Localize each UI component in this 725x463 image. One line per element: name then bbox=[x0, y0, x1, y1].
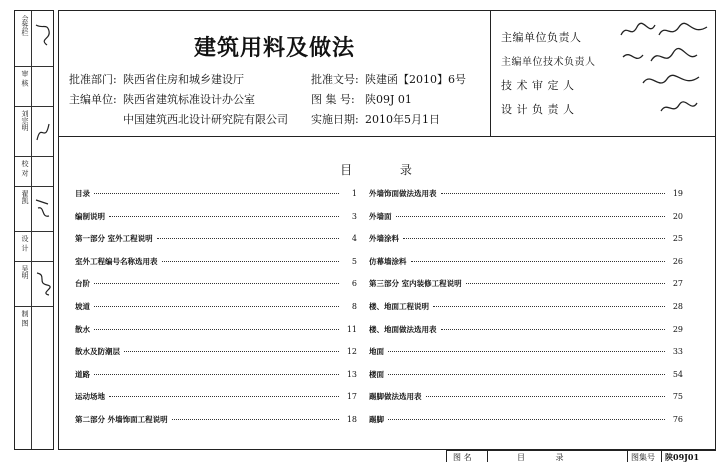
title-block-atlas-value: 陕09J01 bbox=[665, 452, 700, 462]
chief-unit-label: 主编单位: bbox=[69, 93, 117, 106]
toc-entry-leader bbox=[94, 373, 339, 375]
header-info bbox=[59, 11, 491, 136]
toc-entry-page: 27 bbox=[672, 279, 683, 289]
toc-entry[interactable] bbox=[75, 346, 357, 357]
toc-entry-page: 76 bbox=[672, 415, 683, 424]
toc-entry[interactable] bbox=[75, 324, 357, 335]
resp-tech-approver: 技 术 审 定 人 bbox=[501, 79, 575, 92]
toc-entry-label: 第一部分 室外工程说明 bbox=[75, 234, 153, 244]
toc-entry[interactable] bbox=[369, 301, 683, 312]
toc-entry-label: 道路 bbox=[75, 369, 90, 379]
toc-entry[interactable] bbox=[369, 324, 683, 335]
toc-entry[interactable] bbox=[75, 369, 357, 380]
signature-mark bbox=[33, 194, 53, 222]
title-block-name-label: 图 名 bbox=[453, 453, 472, 462]
strip-label-proofread: 校 对 bbox=[21, 160, 29, 177]
main-frame bbox=[58, 10, 716, 450]
strip-label-drafting: 制 图 bbox=[21, 310, 29, 327]
toc-entry-leader bbox=[124, 350, 339, 352]
toc-entry-leader bbox=[388, 373, 665, 375]
strip-label-proofreader: 翟凯 bbox=[21, 190, 29, 204]
title-block-divider bbox=[487, 451, 488, 462]
toc-entry-page: 13 bbox=[346, 369, 357, 379]
toc-entry[interactable] bbox=[75, 233, 357, 244]
resp-chief-unit-head: 主编单位负责人 bbox=[501, 31, 582, 44]
page-title: 建筑用料及做法 bbox=[193, 35, 355, 61]
toc-entry-page: 8 bbox=[351, 302, 357, 311]
toc-entry-leader bbox=[426, 395, 666, 397]
strip-cell-proofreader bbox=[15, 186, 53, 232]
signature-mark bbox=[659, 97, 699, 117]
toc-entry[interactable] bbox=[369, 414, 683, 425]
toc-entry-page: 6 bbox=[351, 279, 357, 289]
toc-entry[interactable] bbox=[369, 211, 683, 222]
toc-entry-page: 29 bbox=[672, 324, 683, 334]
toc-entry-label: 踢脚 bbox=[369, 415, 384, 424]
toc-entry-leader bbox=[94, 305, 339, 307]
toc-entry-label: 仿幕墙涂料 bbox=[369, 256, 407, 266]
signature-mark bbox=[33, 21, 53, 49]
toc-entry[interactable] bbox=[369, 256, 683, 267]
toc-entry[interactable] bbox=[75, 188, 357, 199]
toc-entry-page: 33 bbox=[672, 347, 683, 357]
strip-label-designer: 吴明 bbox=[21, 265, 29, 279]
toc-entry-page: 11 bbox=[346, 324, 357, 334]
toc-title: 目 录 bbox=[340, 163, 434, 177]
toc-entry-page: 19 bbox=[672, 189, 683, 198]
strip-label-design: 设 计 bbox=[21, 235, 29, 252]
signature-mark bbox=[641, 71, 701, 91]
toc-entry[interactable] bbox=[369, 188, 683, 199]
toc-entry-page: 5 bbox=[351, 256, 357, 266]
toc-entry[interactable] bbox=[369, 346, 683, 357]
toc-entry-leader bbox=[441, 328, 666, 330]
toc-entry-label: 外墙饰面做法选用表 bbox=[369, 189, 437, 198]
toc-entry-label: 地面 bbox=[369, 347, 384, 357]
responsibility-block bbox=[491, 11, 715, 136]
strip-cell-drafting bbox=[15, 306, 53, 341]
toc-entry-label: 第三部分 室内装修工程说明 bbox=[369, 279, 462, 289]
title-block bbox=[446, 450, 716, 462]
toc-entry-page: 20 bbox=[672, 211, 683, 221]
toc-entry-leader bbox=[403, 237, 665, 239]
toc-entry-label: 散水及防潮层 bbox=[75, 347, 120, 357]
toc-entry-leader bbox=[441, 192, 666, 194]
toc-entry-label: 台阶 bbox=[75, 279, 90, 289]
signature-mark bbox=[619, 21, 711, 41]
toc-entry[interactable] bbox=[369, 233, 683, 244]
signature-mark bbox=[621, 47, 699, 67]
title-block-toc-label: 目 录 bbox=[517, 453, 578, 462]
strip-label-countersign: 会签栏 bbox=[21, 15, 29, 36]
toc-entry-page: 26 bbox=[672, 256, 683, 266]
toc-entry-leader bbox=[157, 237, 339, 239]
toc-entry-leader bbox=[162, 260, 340, 262]
chief-unit-value-2: 中国建筑西北设计研究院有限公司 bbox=[123, 113, 288, 126]
toc-entry-label: 外墙涂料 bbox=[369, 234, 399, 244]
toc-entry-label: 室外工程编号名称选用表 bbox=[75, 256, 158, 266]
atlas-no-label: 图 集 号: bbox=[311, 93, 355, 106]
toc-entry-label: 坡道 bbox=[75, 302, 90, 311]
resp-chief-tech-head: 主编单位技术负责人 bbox=[501, 57, 596, 68]
toc-entry-leader bbox=[411, 260, 666, 262]
toc-entry-label: 第二部分 外墙饰面工程说明 bbox=[75, 415, 168, 424]
approval-dept-value: 陕西省住房和城乡建设厅 bbox=[123, 73, 244, 86]
toc-entry-leader bbox=[94, 282, 339, 284]
toc-entry-page: 28 bbox=[672, 302, 683, 311]
toc-entry-leader bbox=[94, 192, 339, 194]
toc-entry[interactable] bbox=[369, 391, 683, 402]
strip-cell-proofread bbox=[15, 156, 53, 187]
toc-entry-leader bbox=[466, 282, 665, 284]
toc-entry-page: 75 bbox=[672, 392, 683, 402]
chief-unit-value-1: 陕西省建筑标准设计办公室 bbox=[123, 93, 255, 106]
toc-entry-label: 楼、地面做法选用表 bbox=[369, 324, 437, 334]
toc-entry-leader bbox=[388, 350, 665, 352]
toc-entry-leader bbox=[109, 215, 339, 217]
toc-entry-page: 1 bbox=[351, 189, 357, 198]
toc-entry[interactable] bbox=[75, 414, 357, 425]
approval-dept-label: 批准部门: bbox=[69, 73, 117, 86]
signature-strip bbox=[14, 10, 54, 450]
toc-entry-page: 12 bbox=[346, 347, 357, 357]
toc-entry[interactable] bbox=[75, 391, 357, 402]
approval-no-label: 批准文号: bbox=[311, 73, 359, 86]
toc-entry-page: 54 bbox=[672, 369, 683, 379]
toc-entry-leader bbox=[109, 395, 339, 397]
toc-entry-label: 目录 bbox=[75, 189, 90, 198]
header-block bbox=[59, 11, 715, 137]
strip-cell-reviewer bbox=[15, 106, 53, 157]
strip-cell-designer bbox=[15, 261, 53, 307]
resp-design-lead: 设 计 负 责 人 bbox=[501, 103, 575, 116]
title-block-atlas-label: 图集号 bbox=[631, 453, 655, 462]
signature-mark bbox=[33, 118, 53, 146]
toc-entry[interactable] bbox=[75, 301, 357, 312]
toc-entry[interactable] bbox=[75, 278, 357, 289]
toc-entry-page: 3 bbox=[351, 211, 357, 221]
atlas-no-value: 陕09J 01 bbox=[365, 93, 412, 106]
toc-entry[interactable] bbox=[369, 369, 683, 380]
toc-entry-label: 编制说明 bbox=[75, 211, 105, 221]
strip-label-review: 审 核 bbox=[21, 70, 29, 87]
toc-entry-page: 25 bbox=[672, 234, 683, 244]
toc-entry-leader bbox=[172, 418, 339, 420]
strip-cell-review bbox=[15, 66, 53, 107]
toc-entry[interactable] bbox=[75, 256, 357, 267]
title-block-divider bbox=[627, 451, 628, 462]
impl-date-label: 实施日期: bbox=[311, 113, 359, 126]
toc-entry-label: 散水 bbox=[75, 324, 90, 334]
toc-entry-page: 18 bbox=[346, 415, 357, 424]
toc-entry-leader bbox=[94, 328, 339, 330]
toc-entry-label: 外墙面 bbox=[369, 211, 392, 221]
toc-entry-label: 楼面 bbox=[369, 369, 384, 379]
toc-entry-leader bbox=[396, 215, 666, 217]
strip-cell-design bbox=[15, 231, 53, 262]
approval-no-value: 陕建函【2010】6号 bbox=[365, 73, 466, 86]
toc-entry-leader bbox=[433, 305, 665, 307]
toc-entry-page: 4 bbox=[351, 234, 357, 244]
toc-entry[interactable] bbox=[75, 211, 357, 222]
toc-entry-page: 17 bbox=[346, 392, 357, 402]
signature-mark bbox=[33, 269, 53, 297]
toc-entry-label: 运动场地 bbox=[75, 392, 105, 402]
title-block-divider bbox=[661, 451, 662, 462]
toc-entry[interactable] bbox=[369, 278, 683, 289]
toc-entry-leader bbox=[388, 418, 665, 420]
strip-label-reviewer: 刘宗明 bbox=[21, 110, 29, 131]
toc-entry-label: 楼、地面工程说明 bbox=[369, 302, 429, 311]
strip-cell-countersign bbox=[15, 11, 53, 67]
impl-date-value: 2010年5月1日 bbox=[365, 113, 440, 126]
toc-entry-label: 踢脚做法选用表 bbox=[369, 392, 422, 402]
